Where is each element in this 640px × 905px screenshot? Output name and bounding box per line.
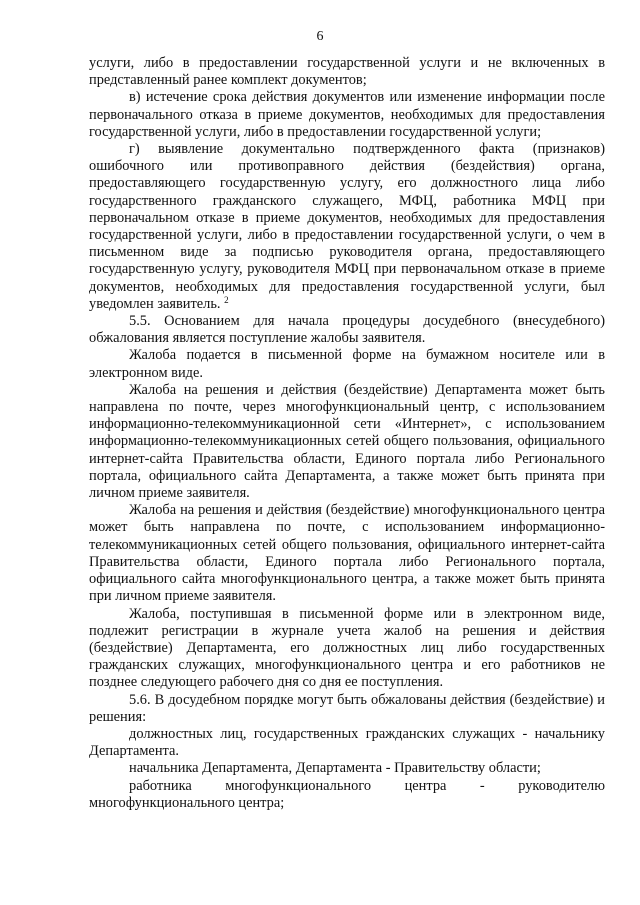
paragraph-text: Жалоба на решения и действия (бездействие) Департамента может быть направлена по почте, через многофункциональный центр, с использованием информационно-телекоммуникационной сети «Интернет», с использованием информационно-телекоммуникационных сетей общего пользования, официального интернет-сайта Правительства области, Единого портала либо Регионального портала, официального сайта Департамента, а также может быть принята при личном приеме заявителя. [89,381,605,502]
paragraph-3 [89,141,605,313]
paragraph-6 [89,382,605,502]
paragraph-text: Жалоба на решения и действия (бездействие) многофункционального центра может быть направлена по почте, с использованием информационно-телекоммуникационных сетей общего пользования, официального интернет-сайта Правительства области, Единого портала либо Регионального портала, официального сайта многофункционального центра, а также может быть принята при личном приеме заявителя. [89,502,605,605]
document-body [89,55,605,812]
paragraph-7 [89,502,605,605]
paragraph-9 [89,692,605,726]
paragraph-1 [89,55,605,89]
paragraph-11 [89,760,605,777]
paragraph-text: Жалоба, поступившая в письменной форме или в электронном виде, подлежит регистрации в журнале учета жалоб на решения и действия (бездействие) Департамента, его должностных лиц либо государственных гражданских служащих, многофункционального центра и его работников не позднее следующего рабочего дня со дня ее поступления. [89,605,605,691]
paragraph-text: Жалоба подается в письменной форме на бумажном носителе или в электронном виде. [89,347,605,381]
paragraph-text: 5.6. В досудебном порядке могут быть обжалованы действия (бездействие) и решения: [89,691,605,725]
paragraph-text: в) истечение срока действия документов или изменение информации после первоначального отказа в приеме документов, необходимых для предоставления государственной услуги, либо в предоставлении государственной услуги; [89,89,605,140]
paragraph-text: г) выявление документально подтвержденного факта (признаков) ошибочного или противоправного действия (бездействия) органа, предоставляющего государственную услугу, его должностного лица либо государственного гражданского служащего, МФЦ, работника МФЦ при первоначальном отказе в приеме документов, необходимых для предоставления государственной услуги, либо в предоставлении государственной услуги, о чем в письменном виде за подписью руководителя органа, предоставляющего государственную услугу, руководителя МФЦ при первоначальном отказе в приеме документов, необходимых для предоставления государственной услуги, был уведомлен заявитель. [89,141,605,312]
paragraph-2 [89,89,605,141]
paragraph-text: работника многофункционального центра - руководителю многофункционального центра; [89,777,605,811]
paragraph-5 [89,347,605,381]
paragraph-text: начальника Департамента, Департамента - Правительству области; [129,760,541,777]
footnote-marker: 2 [224,294,229,305]
paragraph-text: должностных лиц, государственных гражданских служащих - начальнику Департамента. [89,725,605,760]
paragraph-text: 5.5. Основанием для начала процедуры досудебного (внесудебного) обжалования является поступление жалобы заявителя. [89,313,605,347]
paragraph-10 [89,726,605,760]
page-number: 6 [316,29,324,44]
paragraph-8 [89,606,605,692]
paragraph-4 [89,313,605,347]
paragraph-12 [89,778,605,812]
paragraph-text: услуги, либо в предоставлении государственной услуги и не включенных в представленный ранее комплект документов; [89,55,605,89]
